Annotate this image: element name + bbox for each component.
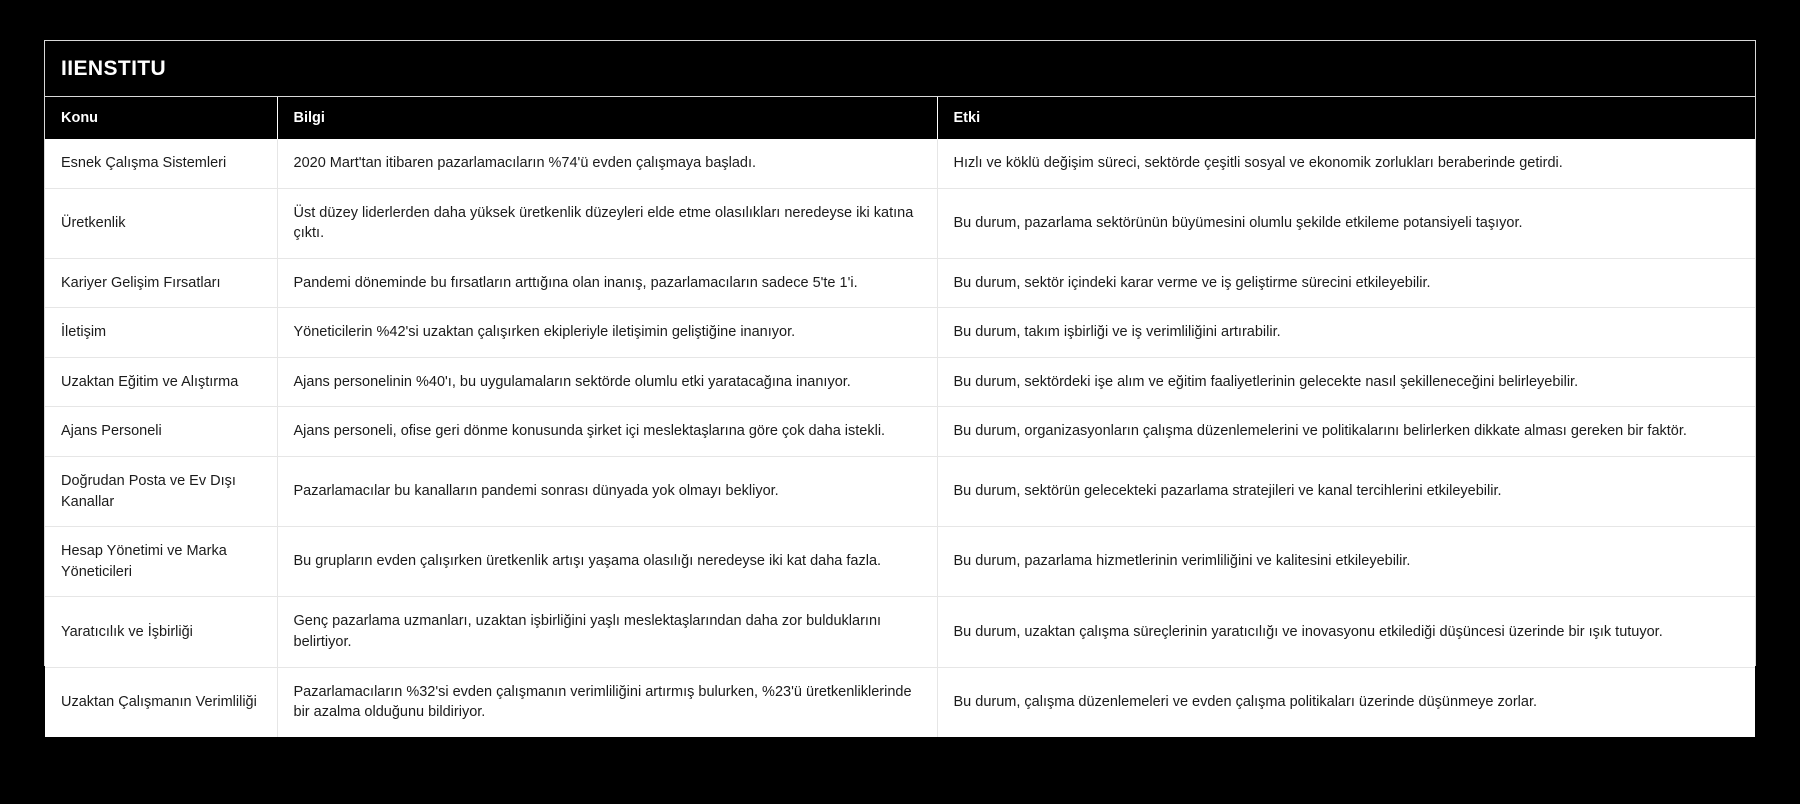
table-cell-konu: Esnek Çalışma Sistemleri xyxy=(45,139,277,188)
table-cell-bilgi: Pazarlamacıların %32'si evden çalışmanın verimliliğini artırmış bulurken, %23'ü üretkenliklerinde bir azalma olduğunu bildiriyor. xyxy=(277,667,937,737)
brand-title: IIENSTITU xyxy=(61,56,167,80)
table-cell-konu: Yaratıcılık ve İşbirliği xyxy=(45,597,277,667)
table-cell-etki: Bu durum, uzaktan çalışma süreçlerinin yaratıcılığı ve inovasyonu etkilediği düşüncesi üzerinde bir ışık tutuyor. xyxy=(937,597,1755,667)
table-cell-bilgi: Bu grupların evden çalışırken üretkenlik artışı yaşama olasılığı neredeyse iki kat daha fazla. xyxy=(277,527,937,597)
table-cell-bilgi: Yöneticilerin %42'si uzaktan çalışırken ekipleriyle iletişimin geliştiğine inanıyor. xyxy=(277,308,937,358)
table-cell-bilgi: Genç pazarlama uzmanları, uzaktan işbirliğini yaşlı meslektaşlarından daha zor bulduklarını belirtiyor. xyxy=(277,597,937,667)
table-cell-etki: Bu durum, organizasyonların çalışma düzenlemelerini ve politikalarını belirlerken dikkate alması gereken bir faktör. xyxy=(937,407,1755,457)
table-cell-bilgi: Pandemi döneminde bu fırsatların arttığına olan inanış, pazarlamacıların sadece 5'te 1'i. xyxy=(277,258,937,308)
column-header-bilgi[interactable]: Bilgi xyxy=(277,97,937,139)
table-row xyxy=(45,457,1755,527)
table-row xyxy=(45,258,1755,308)
table-cell-etki: Hızlı ve köklü değişim süreci, sektörde çeşitli sosyal ve ekonomik zorlukları beraberinde getirdi. xyxy=(937,139,1755,188)
brand-bar xyxy=(45,41,1755,97)
column-header-etki[interactable]: Etki xyxy=(937,97,1755,139)
table-cell-etki: Bu durum, pazarlama hizmetlerinin verimliliğini ve kalitesini etkileyebilir. xyxy=(937,527,1755,597)
table-cell-konu: Kariyer Gelişim Fırsatları xyxy=(45,258,277,308)
table-cell-bilgi: Pazarlamacılar bu kanalların pandemi sonrası dünyada yok olmayı bekliyor. xyxy=(277,457,937,527)
table-row xyxy=(45,407,1755,457)
table-cell-etki: Bu durum, sektörün gelecekteki pazarlama stratejileri ve kanal tercihlerini etkileyebilir. xyxy=(937,457,1755,527)
table-cell-etki: Bu durum, sektör içindeki karar verme ve iş geliştirme sürecini etkileyebilir. xyxy=(937,258,1755,308)
table-body xyxy=(45,139,1755,737)
table-cell-etki: Bu durum, takım işbirliği ve iş verimliliğini artırabilir. xyxy=(937,308,1755,358)
table-cell-etki: Bu durum, sektördeki işe alım ve eğitim faaliyetlerinin gelecekte nasıl şekilleneceğini belirleyebilir. xyxy=(937,357,1755,407)
table-row xyxy=(45,527,1755,597)
table-row xyxy=(45,667,1755,737)
table-cell-bilgi: Ajans personeli, ofise geri dönme konusunda şirket içi meslektaşlarına göre çok daha istekli. xyxy=(277,407,937,457)
table-scroll-area xyxy=(45,97,1755,737)
table-cell-etki: Bu durum, çalışma düzenlemeleri ve evden çalışma politikaları üzerinde düşünmeye zorlar. xyxy=(937,667,1755,737)
table-cell-konu: Hesap Yönetimi ve Marka Yöneticileri xyxy=(45,527,277,597)
table-card xyxy=(44,40,1756,721)
table-row xyxy=(45,188,1755,258)
table-cell-konu: Uzaktan Eğitim ve Alıştırma xyxy=(45,357,277,407)
table-cell-konu: Üretkenlik xyxy=(45,188,277,258)
table-row xyxy=(45,597,1755,667)
table-cell-bilgi: Ajans personelinin %40'ı, bu uygulamaların sektörde olumlu etki yaratacağına inanıyor. xyxy=(277,357,937,407)
table-cell-etki: Bu durum, pazarlama sektörünün büyümesini olumlu şekilde etkileme potansiyeli taşıyor. xyxy=(937,188,1755,258)
table-cell-konu: İletişim xyxy=(45,308,277,358)
table-row xyxy=(45,357,1755,407)
table-header-row xyxy=(45,97,1755,139)
table-cell-konu: Uzaktan Çalışmanın Verimliliği xyxy=(45,667,277,737)
info-table xyxy=(45,97,1755,737)
column-header-konu[interactable]: Konu xyxy=(45,97,277,139)
table-header xyxy=(45,97,1755,139)
table-cell-konu: Doğrudan Posta ve Ev Dışı Kanallar xyxy=(45,457,277,527)
table-cell-konu: Ajans Personeli xyxy=(45,407,277,457)
table-cell-bilgi: 2020 Mart'tan itibaren pazarlamacıların %74'ü evden çalışmaya başladı. xyxy=(277,139,937,188)
table-row xyxy=(45,308,1755,358)
table-cell-bilgi: Üst düzey liderlerden daha yüksek üretkenlik düzeyleri elde etme olasılıkları neredeyse iki katına çıktı. xyxy=(277,188,937,258)
table-row xyxy=(45,139,1755,188)
